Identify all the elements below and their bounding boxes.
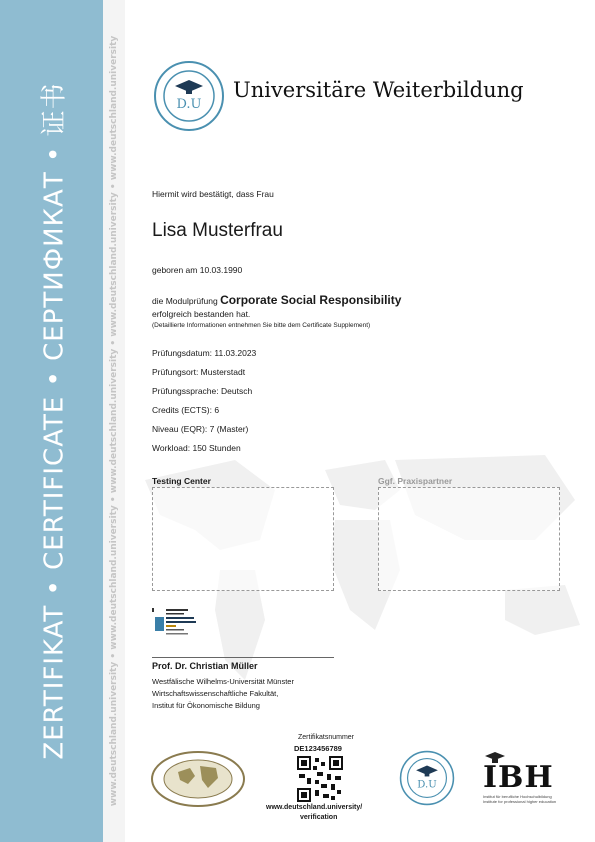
detail-exam-date: Prüfungsdatum: 11.03.2023 xyxy=(152,348,257,358)
faculty-logo xyxy=(152,605,212,640)
verification-url[interactable]: www.deutschland.university/ xyxy=(266,804,363,811)
verification-url-2[interactable]: verification xyxy=(300,814,338,821)
deutschland-university-seal-logo xyxy=(153,60,225,132)
module-line xyxy=(152,293,401,307)
detail-level: Niveau (EQR): 7 (Master) xyxy=(152,424,249,434)
ibh-sub-2: Institute for professional higher education xyxy=(483,799,557,804)
birth-date: geboren am 10.03.1990 xyxy=(152,265,243,275)
module-prefix: die Modulprüfung xyxy=(152,296,218,306)
signatory-line-1: Westfälische Wilhelms-Universität Münster xyxy=(152,677,294,686)
supplement-note: (Detaillierte Informationen entnehmen Sie bitte dem Certificate Supplement) xyxy=(152,322,371,329)
recipient-name: Lisa Musterfrau xyxy=(152,220,283,241)
logo-letters: D.U xyxy=(176,97,202,112)
detail-credits: Credits (ECTS): 6 xyxy=(152,405,220,415)
detail-exam-language: Prüfungssprache: Deutsch xyxy=(152,386,253,396)
qr-code-icon[interactable] xyxy=(297,756,343,802)
partner-box xyxy=(378,487,560,591)
signatory-line-2: Wirtschaftswissenschaftliche Fakultät, xyxy=(152,689,279,698)
sidebar-vertical-text: ZERTIFIKAT • CERTIFICATE • СЕРТИФИКАТ • 证书 xyxy=(39,82,70,760)
signatory-name: Prof. Dr. Christian Müller xyxy=(152,661,258,671)
signature-line xyxy=(152,657,334,658)
ibh-logo-text: IBH xyxy=(483,760,554,795)
deutschland-university-seal-logo-small xyxy=(399,750,455,806)
partner-label: Ggf. Praxispartner xyxy=(378,476,453,486)
header-title: Universitäre Weiterbildung xyxy=(233,78,524,102)
board-seal-logo xyxy=(150,750,246,808)
ibh-sub-1: Institut für berufliche Hochschulbildung xyxy=(483,794,552,799)
testing-center-label: Testing Center xyxy=(152,476,211,486)
detail-exam-place: Prüfungsort: Musterstadt xyxy=(152,367,246,377)
cert-number-label: Zertifikatsnummer xyxy=(298,734,355,741)
cert-intro: Hiermit wird bestätigt, dass Frau xyxy=(152,189,274,199)
logo-letters-small: D.U xyxy=(417,779,437,791)
signatory-line-3: Institut für Ökonomische Bildung xyxy=(152,701,260,710)
testing-center-box xyxy=(152,487,334,591)
passed-line: erfolgreich bestanden hat. xyxy=(152,309,251,319)
module-name: Corporate Social Responsibility xyxy=(220,293,402,307)
detail-workload: Workload: 150 Stunden xyxy=(152,443,241,453)
sidebar xyxy=(0,0,103,842)
url-strip-text: www.deutschland.university • www.deutschland.university • www.deutschland.university • www.deutschland.university • www.deutschland.university xyxy=(109,35,119,807)
cert-number: DE123456789 xyxy=(294,744,342,753)
url-strip xyxy=(103,0,125,842)
